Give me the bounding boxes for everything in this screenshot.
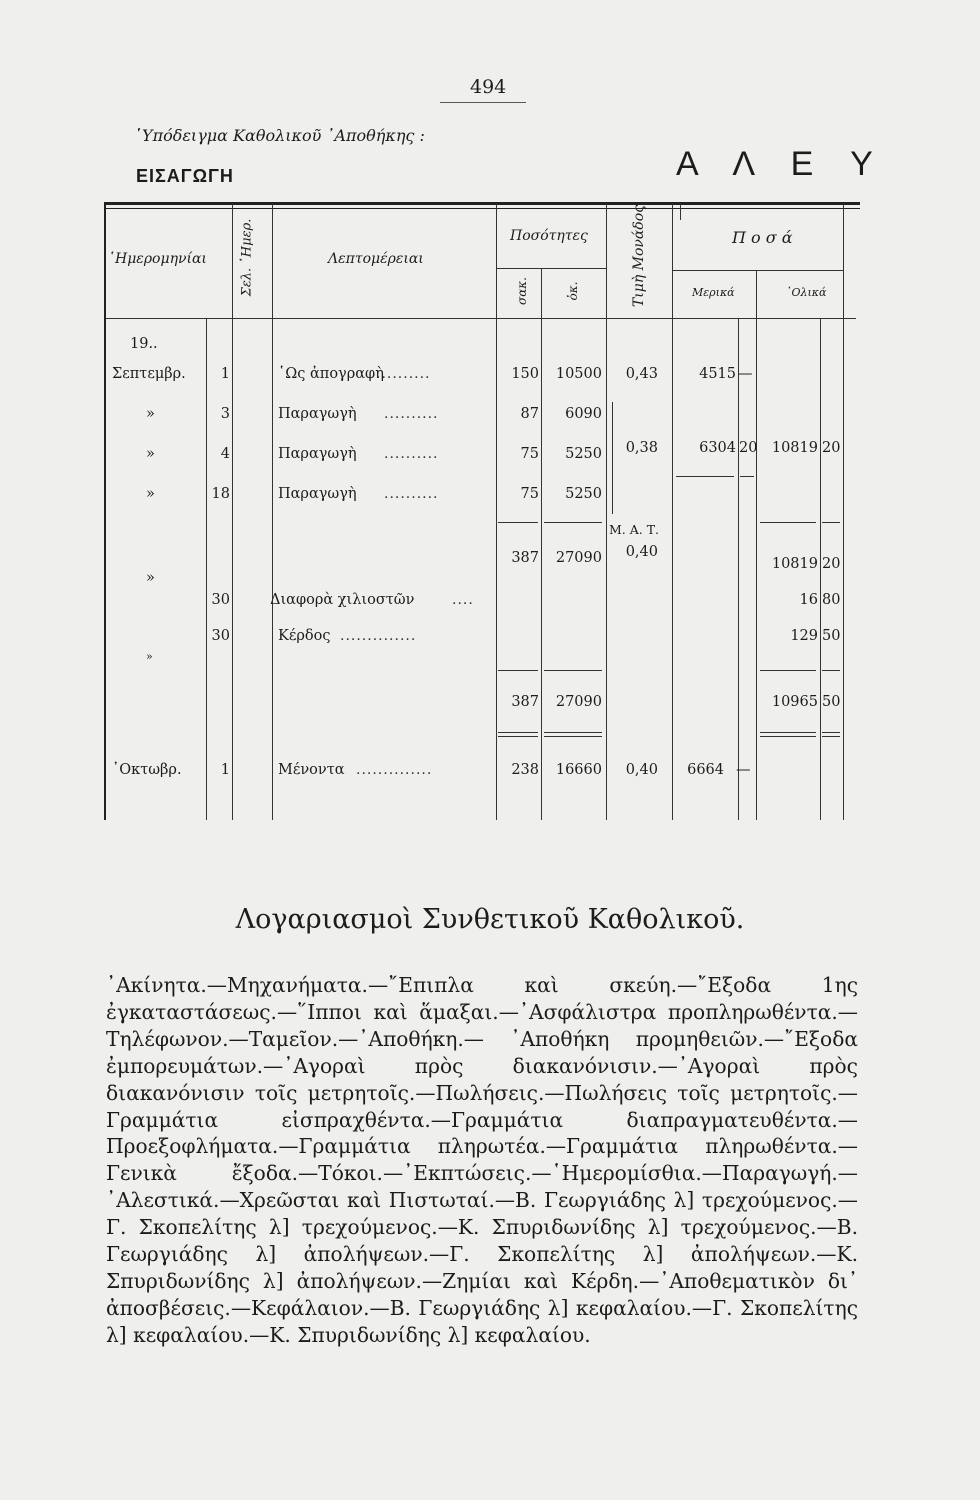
- page-number: 494: [470, 76, 507, 98]
- header-total: ῾Ολικά: [786, 286, 827, 299]
- accounts-title: Λογαριασμοὶ Συνθετικοῦ Καθολικοῦ.: [235, 904, 745, 935]
- row-day: 4: [220, 446, 230, 462]
- total-rule: [498, 670, 538, 671]
- double-rule: [498, 732, 538, 733]
- double-rule: [822, 732, 840, 733]
- row-day: 1: [220, 762, 230, 778]
- header-details: Λεπτομέρειαι: [328, 251, 424, 267]
- double-rule: [544, 736, 602, 737]
- table-top-rule-thin: [104, 208, 860, 209]
- price-bracket: [612, 402, 613, 514]
- col-line: [272, 204, 273, 820]
- row-day: 18: [211, 486, 230, 502]
- row-sacks: 238: [511, 762, 539, 778]
- row-total: 10819: [771, 440, 818, 456]
- col-line: [104, 204, 106, 820]
- row-partial-dec: 20: [739, 440, 758, 456]
- row-price: 0,38: [625, 440, 658, 456]
- row-price: 0,40: [625, 544, 658, 560]
- row-month: Σεπτεμβρ.: [112, 366, 186, 382]
- row-month: »: [146, 486, 155, 502]
- row-detail: Διαφορὰ χιλιοστῶν: [270, 592, 415, 608]
- row-sacks: 75: [520, 486, 539, 502]
- subtotal-rule: [760, 522, 816, 523]
- row-sacks: 87: [520, 406, 539, 422]
- col-line: [820, 318, 821, 820]
- double-rule: [760, 732, 816, 733]
- row-okades: 6090: [565, 406, 602, 422]
- row-month: »: [146, 446, 155, 462]
- double-rule: [498, 736, 538, 737]
- header-okades: ὀκ.: [566, 281, 580, 301]
- col-line: [606, 204, 607, 820]
- table-top-rule: [104, 202, 860, 205]
- section-label: ΕΙΣΑΓΩΓΗ: [136, 166, 234, 186]
- row-okades: 5250: [565, 486, 602, 502]
- col-line: [496, 204, 497, 820]
- leader-dots: ....: [452, 592, 474, 608]
- quantities-sub-rule: [496, 268, 606, 269]
- row-sacks: 75: [520, 446, 539, 462]
- header-amounts: Π ο σ ά: [732, 228, 793, 247]
- row-okades: 5250: [565, 446, 602, 462]
- ledger-subtitle: ῾Υπόδειγμα Καθολικοῦ ᾿Αποθήκης :: [134, 126, 425, 145]
- row-partial-dec: —: [736, 762, 751, 778]
- total-rule: [822, 670, 840, 671]
- row-price: 0,43: [625, 366, 658, 382]
- row-okades: 27090: [555, 694, 602, 710]
- header-bottom-rule: [104, 318, 856, 319]
- accounts-list: ᾿Ακίνητα.—Μηχανήματα.—῎Επιπλα καὶ σκεύη.—῎Εξοδα 1ης ἐγκαταστάσεως.—῞Ιπποι καὶ ἅμαξαι.—᾿Ασφάλιστρα προπληρωθέντα.—Τηλέφωνον.—Ταμεῖον.—᾿Αποθήκη.— ᾿Αποθήκη προμηθειῶν.—῎Εξοδα ἐμπορευμάτων.—᾿Αγοραὶ πρὸς διακανόνισιν.—᾿Αγοραὶ πρὸς διακανόνισιν τοῖς μετρητοῖς.—Πωλήσεις.—Πωλήσεις τοῖς μετρητοῖς.—Γραμμάτια εἰσπραχθέντα.—Γραμμάτια διαπραγματευθέντα.—Προεξοφλήματα.—Γραμμάτια πληρωτέα.—Γραμμάτια πληρωθέντα.—Γενικὰ ἔξοδα.—Τόκοι.—᾿Εκπτώσεις.—῾Ημερομίσθια.—Παραγωγή.—᾿Αλεστικά.—Χρεῶσται καὶ Πιστωταί.—Β. Γεωργιάδης λ] τρεχούμενος.—Γ. Σκοπελίτης λ] τρεχούμενος.—Κ. Σπυριδωνίδης λ] τρεχούμενος.—Β. Γεωργιάδης λ] ἀπολήψεων.—Γ. Σκοπελίτης λ] ἀπολήψεων.—Κ. Σπυριδωνίδης λ] ἀπολήψεων.—Ζημίαι καὶ Κέρδη.—᾿Αποθεματικὸν δι᾿ ἀποσβέσεις.—Κεφάλαιον.—Β. Γεωργιάδης λ] κεφαλαίου.—Γ. Σκοπελίτης λ] κεφαλαίου.—Κ. Σπυριδωνίδης λ] κεφαλαίου.: [106, 973, 858, 1347]
- row-detail: Παραγωγὴ: [278, 486, 357, 502]
- row-okades: 27090: [555, 550, 602, 566]
- row-sacks: 387: [511, 550, 539, 566]
- double-rule: [760, 736, 816, 737]
- subtotal-rule: [498, 522, 538, 523]
- row-partial-dec: —: [738, 366, 753, 382]
- row-sacks: 150: [511, 366, 539, 382]
- total-rule: [544, 670, 602, 671]
- header-dates: ῾Ημερομηνίαι: [108, 251, 207, 267]
- row-detail: Παραγωγὴ: [278, 406, 357, 422]
- row-day: 30: [211, 592, 230, 608]
- row-price: 0,40: [625, 762, 658, 778]
- row-okades: 16660: [555, 762, 602, 778]
- row-month: ᾿Οκτωβρ.: [112, 762, 182, 778]
- row-total: 129: [790, 628, 818, 644]
- page-number-underline: [440, 102, 526, 103]
- row-month: »: [146, 570, 155, 586]
- header-unit-price: Τιμὴ Μονάδος: [631, 204, 647, 308]
- subtotal-rule: [822, 522, 840, 523]
- leader-dots: ..............: [356, 762, 433, 778]
- col-line: [672, 204, 673, 820]
- subtotal-rule: [544, 522, 602, 523]
- row-total-dec: 50: [822, 694, 841, 710]
- row-day: 3: [220, 406, 230, 422]
- row-total: 10965: [771, 694, 818, 710]
- col-line: [756, 270, 757, 820]
- row-month: »: [146, 650, 153, 663]
- row-total-dec: 20: [822, 556, 841, 572]
- col-line: [738, 318, 739, 820]
- row-day: 1: [220, 366, 230, 382]
- row-partial: 6304: [699, 440, 736, 456]
- row-total-dec: 20: [822, 440, 841, 456]
- col-line: [232, 204, 233, 820]
- row-detail: Μένοντα: [278, 762, 345, 778]
- year-label: 19..: [130, 336, 158, 352]
- col-tick: [680, 204, 681, 220]
- row-day: 30: [211, 628, 230, 644]
- col-line: [206, 318, 207, 820]
- double-rule: [544, 732, 602, 733]
- row-sacks: 387: [511, 694, 539, 710]
- leader-dots: ..........: [376, 366, 431, 382]
- header-partial: Μερικά: [692, 286, 735, 299]
- row-partial: 6664: [687, 762, 724, 778]
- leader-dots: ..............: [340, 628, 417, 644]
- subtotal-rule: [676, 476, 734, 477]
- leader-dots: ..........: [384, 446, 439, 462]
- col-line: [843, 204, 844, 820]
- row-total-dec: 50: [822, 628, 841, 644]
- double-rule: [822, 736, 840, 737]
- row-detail: Παραγωγὴ: [278, 446, 357, 462]
- leader-dots: ..........: [384, 406, 439, 422]
- header-page-ref: Σελ. ῾Ημερ.: [239, 218, 255, 297]
- row-total: 16: [799, 592, 818, 608]
- col-line: [541, 268, 542, 820]
- row-detail: ῾Ως ἀπογραφὴ: [278, 366, 384, 382]
- average-price-label: Μ. Α. Τ.: [609, 522, 660, 537]
- account-name: Α Λ Ε Υ: [676, 145, 887, 183]
- row-okades: 10500: [555, 366, 602, 382]
- row-total: 10819: [771, 556, 818, 572]
- amounts-sub-rule: [672, 270, 844, 271]
- leader-dots: ..........: [384, 486, 439, 502]
- header-sacks: σακ.: [515, 277, 529, 305]
- subtotal-rule: [740, 476, 754, 477]
- row-total-dec: 80: [822, 592, 841, 608]
- row-detail: Κέρδος: [278, 628, 331, 644]
- row-partial: 4515: [699, 366, 736, 382]
- total-rule: [760, 670, 816, 671]
- row-month: »: [146, 406, 155, 422]
- header-quantities: Ποσότητες: [510, 228, 588, 244]
